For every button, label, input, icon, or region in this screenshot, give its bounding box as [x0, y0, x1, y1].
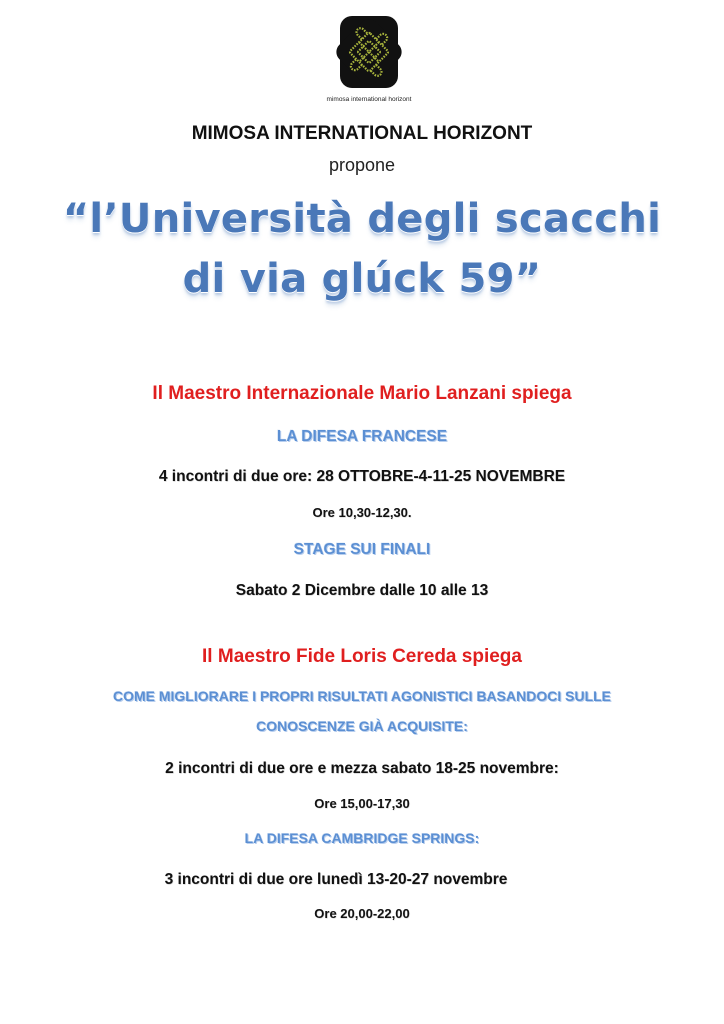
topic-2-line-1: COME MIGLIORARE I PROPRI RISULTATI AGONISTICI BASANDOCI SULLE [112, 688, 612, 704]
topic-2-line-2: CONOSCENZE GIÀ ACQUISITE: [256, 718, 468, 734]
master-2-heading: Il Maestro Fide Loris Cereda spiega [202, 646, 522, 667]
stage-title: STAGE SUI FINALI [293, 541, 431, 558]
topic-cambridge-springs: LA DIFESA CAMBRIDGE SPRINGS: [244, 830, 480, 846]
hours-3: Ore 20,00-22,00 [314, 906, 410, 921]
sessions-3: 3 incontri di due ore lunedì 13-20-27 novembre [164, 871, 508, 888]
sessions-1: 4 incontri di due ore: 28 OTTOBRE-4-11-25 NOVEMBRE [158, 468, 566, 485]
stage-date: Sabato 2 Dicembre dalle 10 alle 13 [235, 582, 489, 599]
master-1-heading: Il Maestro Internazionale Mario Lanzani spiega [152, 383, 572, 404]
logo-caption: mimosa international horizont [326, 96, 412, 103]
endless-knot-logo-icon [314, 12, 424, 94]
propone-text: propone [328, 155, 396, 175]
event-title-line-2: di via glúck 59” [182, 256, 542, 302]
event-title-line-1: “l’Università degli scacchi [62, 196, 662, 242]
topic-french-defense: LA DIFESA FRANCESE [276, 428, 448, 445]
organization-name: MIMOSA INTERNATIONAL HORIZONT [191, 123, 533, 144]
logo [314, 12, 424, 107]
hours-2: Ore 15,00-17,30 [314, 796, 410, 811]
sessions-2: 2 incontri di due ore e mezza sabato 18-25 novembre: [165, 760, 559, 777]
hours-1: Ore 10,30-12,30. [312, 505, 412, 520]
